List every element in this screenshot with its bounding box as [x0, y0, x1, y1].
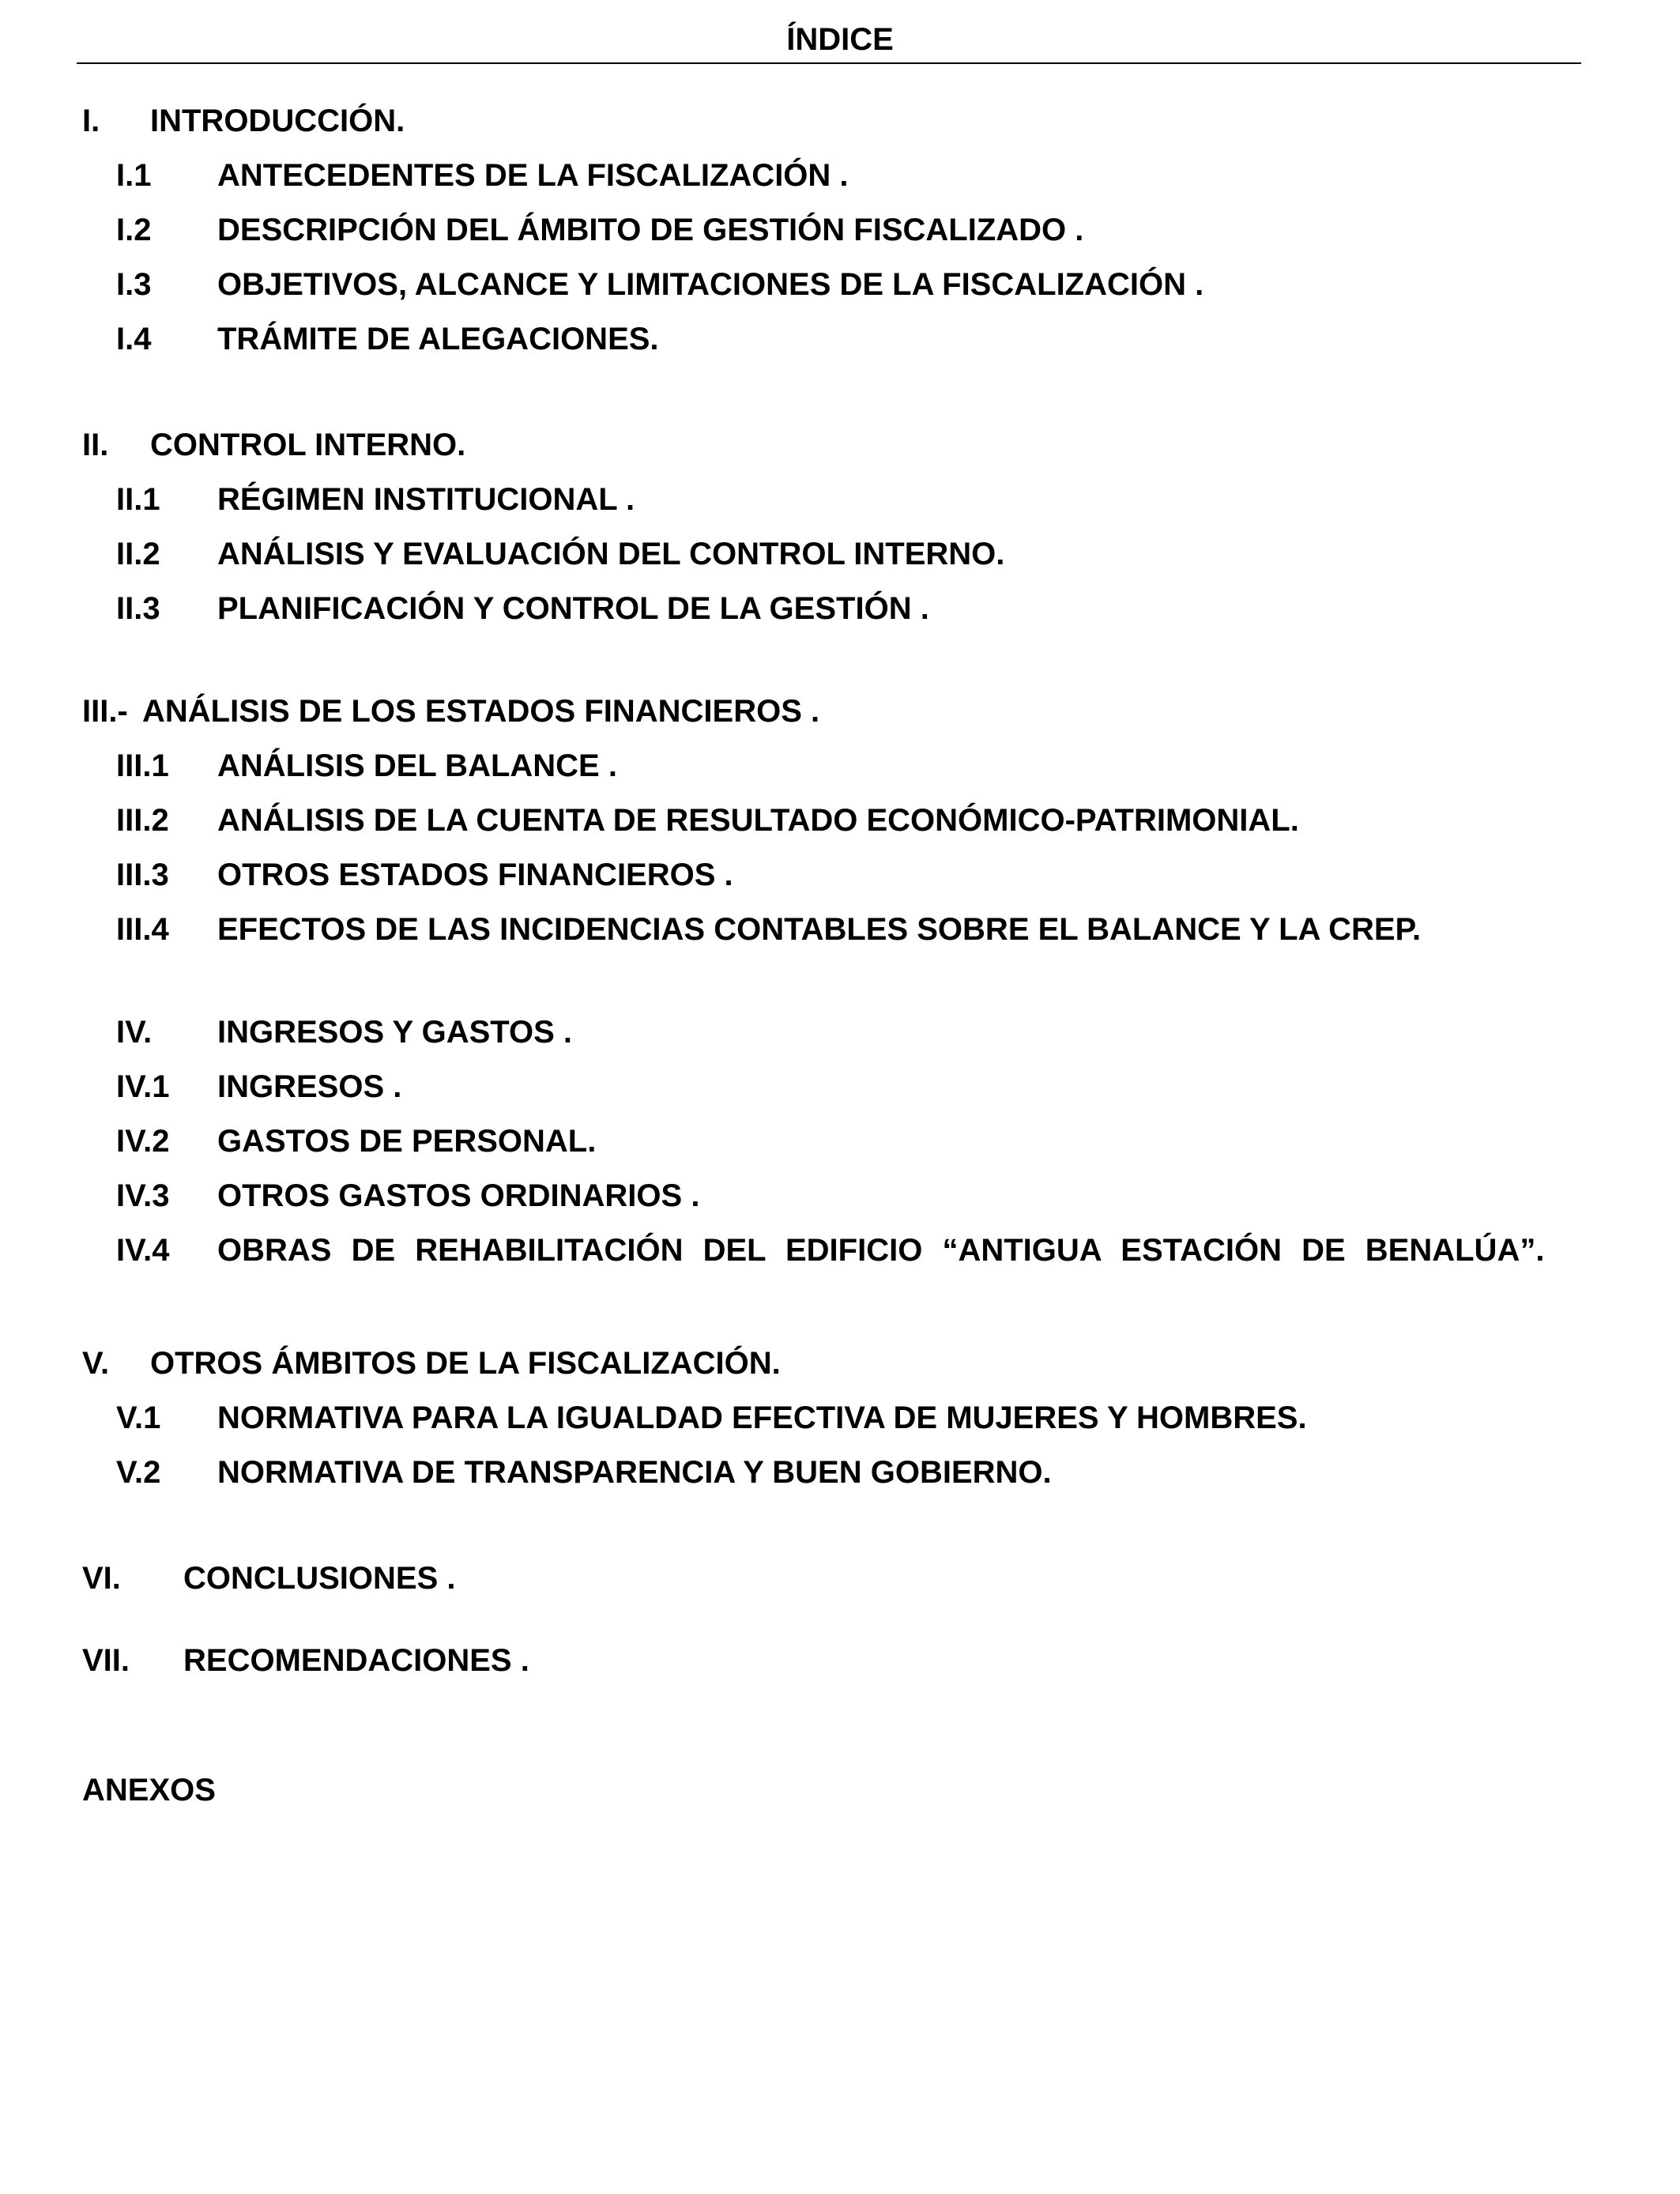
toc-entry-title: INTRODUCCIÓN.	[150, 104, 405, 138]
toc-entry-title: OBRAS DE REHABILITACIÓN DEL EDIFICIO “ANTIGUA ESTACIÓN DE BENALÚA”.	[217, 1233, 1545, 1268]
toc-entry-number: IV.4	[116, 1233, 170, 1268]
toc-entry-title: INGRESOS Y GASTOS .	[217, 1015, 573, 1050]
toc-entry-number: I.1	[116, 158, 152, 193]
toc-entry-number: I.	[82, 104, 100, 138]
toc-entry-title: RECOMENDACIONES .	[183, 1643, 529, 1678]
toc-entry-number: III.4	[116, 912, 169, 947]
toc-entry-number: II.	[82, 428, 109, 462]
toc-entry-title: EFECTOS DE LAS INCIDENCIAS CONTABLES SOBRE EL BALANCE Y LA CREP.	[217, 912, 1422, 947]
toc-entry-number: III.2	[116, 803, 169, 838]
toc-entry-title: OTROS ESTADOS FINANCIEROS .	[217, 858, 733, 892]
toc-entry-title: GASTOS DE PERSONAL.	[217, 1124, 597, 1159]
toc-entry-title: RÉGIMEN INSTITUCIONAL .	[217, 482, 635, 517]
toc-entry-number: I.3	[116, 267, 152, 302]
toc-entry-title: OTROS ÁMBITOS DE LA FISCALIZACIÓN.	[150, 1346, 781, 1381]
toc-entry-title: NORMATIVA DE TRANSPARENCIA Y BUEN GOBIERNO.	[217, 1455, 1052, 1490]
toc-entry-title: CONTROL INTERNO.	[150, 428, 466, 462]
toc-entry-title: TRÁMITE DE ALEGACIONES.	[217, 322, 659, 356]
toc-entry-number: IV.2	[116, 1124, 170, 1159]
toc-entry-title: ANÁLISIS Y EVALUACIÓN DEL CONTROL INTERNO.	[217, 537, 1005, 571]
toc-entry-number: V.2	[116, 1455, 161, 1490]
toc-entry-number: V.1	[116, 1400, 161, 1435]
toc-entry-number: II.3	[116, 591, 160, 626]
toc-entry-title: CONCLUSIONES .	[183, 1561, 456, 1596]
toc-entry-title: NORMATIVA PARA LA IGUALDAD EFECTIVA DE MUJERES Y HOMBRES.	[217, 1400, 1307, 1435]
toc-entry-number: IV.3	[116, 1178, 170, 1213]
toc-entry-title: OTROS GASTOS ORDINARIOS .	[217, 1178, 700, 1213]
toc-entry-number: IV.	[116, 1015, 153, 1050]
toc-entry-title: ANEXOS	[82, 1773, 216, 1808]
toc-entry-number: V.	[82, 1346, 110, 1381]
toc-entry-title: DESCRIPCIÓN DEL ÁMBITO DE GESTIÓN FISCALIZADO .	[217, 213, 1084, 247]
toc-entry-title: ANTECEDENTES DE LA FISCALIZACIÓN .	[217, 158, 849, 193]
page-title: ÍNDICE	[786, 22, 894, 57]
toc-entry-title: INGRESOS .	[217, 1069, 402, 1104]
toc-entry-number: I.2	[116, 213, 152, 247]
toc-entry-title: ANÁLISIS DE LA CUENTA DE RESULTADO ECONÓMICO-PATRIMONIAL.	[217, 803, 1299, 838]
toc-entry-number: II.1	[116, 482, 160, 517]
toc-entry-number: VI.	[82, 1561, 121, 1596]
toc-entry-title: ANÁLISIS DEL BALANCE .	[217, 748, 617, 783]
title-underline	[77, 62, 1581, 64]
toc-entry-title: PLANIFICACIÓN Y CONTROL DE LA GESTIÓN .	[217, 591, 929, 626]
toc-entry-number: I.4	[116, 322, 152, 356]
toc-entry-number: VII.	[82, 1643, 130, 1678]
toc-entry-number: III.3	[116, 858, 169, 892]
toc-entry-number: III.-	[82, 694, 128, 729]
toc-entry-number: II.2	[116, 537, 160, 571]
toc-entry-title: ANÁLISIS DE LOS ESTADOS FINANCIEROS .	[142, 694, 820, 729]
toc-entry-title: OBJETIVOS, ALCANCE Y LIMITACIONES DE LA FISCALIZACIÓN .	[217, 267, 1204, 302]
toc-entry-number: IV.1	[116, 1069, 170, 1104]
toc-entry-number: III.1	[116, 748, 169, 783]
